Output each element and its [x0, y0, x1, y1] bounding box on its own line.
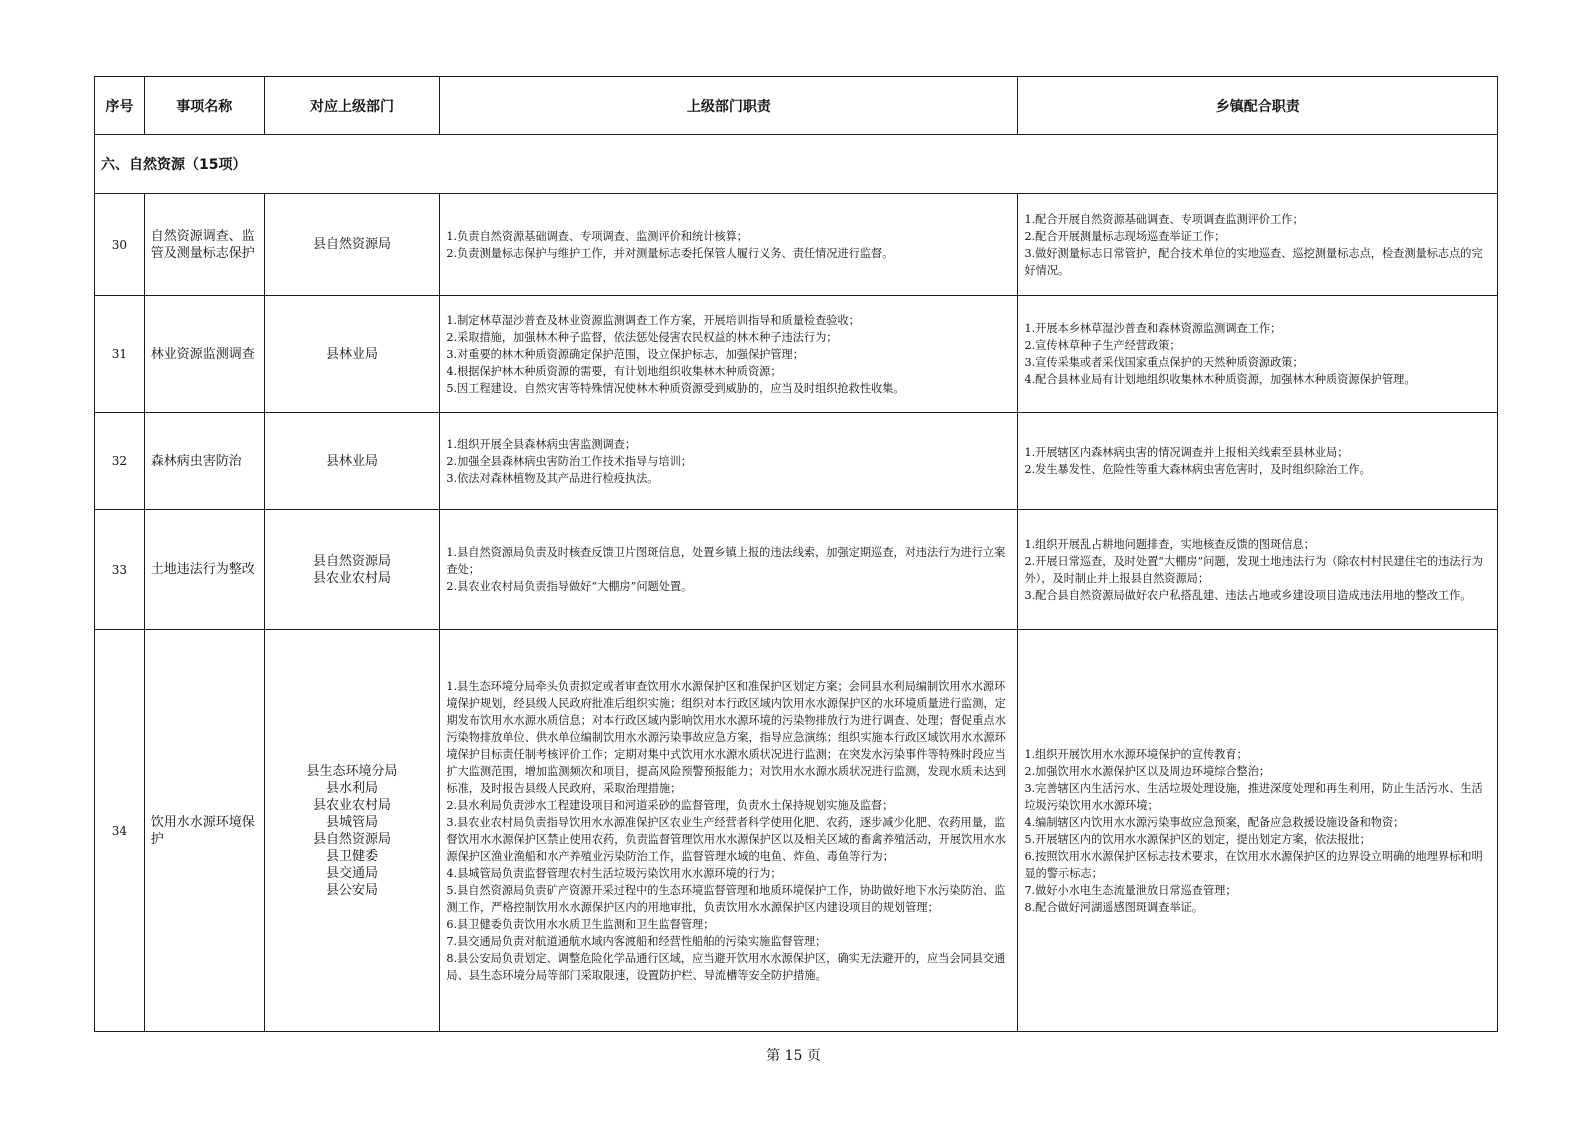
table-row — [95, 194, 1498, 296]
department-name: 县水利局 — [326, 780, 379, 796]
cell-departments — [264, 413, 440, 510]
department-name: 县公安局 — [326, 882, 379, 898]
upper-duty-item: 4.根据保护林木种质资源的需要，有计划地组织收集林木种质资源； — [446, 364, 782, 378]
upper-duty-item: 8.县公安局负责划定、调整危险化学品通行区域，应当避开饮用水水源保护区，确实无法避开的，应当会同县交通局、县生态环境分局等部门采取限速，设置防护栏、导流槽等安全防护措施。 — [446, 951, 1006, 982]
cell-town-duties — [1018, 413, 1498, 510]
upper-duty-item: 4.县城管局负责监督管理农村生活垃圾污染饮用水水源环境的行为； — [446, 866, 782, 880]
town-duty-item: 2.发生暴发性、危险性等重大森林病虫害危害时，及时组织除治工作。 — [1024, 463, 1371, 476]
town-duty-item: 1.开展辖区内森林病虫害的情况调查并上报相关线索至县林业局； — [1024, 446, 1349, 459]
table-header-row — [95, 77, 1498, 135]
upper-duty-item: 1.县生态环境分局牵头负责拟定或者审查饮用水水源保护区和准保护区划定方案；会同县水利局编制饮用水水源环境保护规划，经县级人民政府批准后组织实施；组织对本行政区域内饮用水水源保护区的水环境质量进行监测，定期发布饮用水水源水质信息；对本行政区域内影响饮用水水源环境的污染物排放行为进行调查、处理；督促重点水污染物排放单位、供水单位编制饮用水水源污染事故应急方案，指导应急演练；组织实施本行政区域饮用水水源环境保护目标责任制考核评价工作；定期对集中式饮用水水源水质状况进行监测；在突发水污染事件等特殊时段应当扩大监测范围，增加监测频次和项目，提高风险预警预报能力；对饮用水水源水质状况进行监测，发现水质未达到标准，及时报告县级人民政府，采取治理措施； — [446, 679, 1006, 795]
section-title: 六、自然资源（15项） — [95, 135, 1498, 194]
town-duty-item: 8.配合做好河湖遥感图斑调查举证。 — [1024, 900, 1203, 914]
page-number: 第 15 页 — [766, 1048, 821, 1064]
town-duty-item: 1.组织开展饮用水水源环境保护的宣传教育； — [1024, 747, 1248, 761]
upper-duty-item: 2.县农业农村局负责指导做好“大棚房”问题处置。 — [446, 580, 693, 593]
town-duty-item: 3.完善辖区内生活污水、生活垃圾处理设施，推进深度处理和再生利用，防止生活污水、生活垃圾污染饮用水水源环境； — [1024, 781, 1483, 812]
upper-duty-item: 5.因工程建设、自然灾害等特殊情况使林木种质资源受到威胁的，应当及时组织抢救性收集。 — [446, 381, 905, 395]
department-name: 县林业局 — [326, 453, 379, 469]
section-row — [95, 135, 1498, 194]
cell-town-duties — [1018, 510, 1498, 630]
upper-duty-item: 1.制定林草湿沙普查及林业资源监测调查工作方案，开展培训指导和质量检查验收； — [446, 313, 860, 327]
table-row — [95, 510, 1498, 630]
town-duty-item: 3.配合县自然资源局做好农户私搭乱建、违法占地或乡建设项目造成违法用地的整改工作。 — [1024, 588, 1472, 602]
town-duty-item: 4.配合县林业局有计划地组织收集林木种质资源，加强林木种质资源保护管理。 — [1024, 373, 1416, 386]
cell-upper-duties — [440, 194, 1018, 296]
department-name: 县交通局 — [326, 865, 379, 881]
cell-num: 33 — [95, 510, 145, 630]
department-name: 县林业局 — [326, 346, 379, 362]
cell-departments — [264, 630, 440, 1032]
upper-duty-item: 1.负责自然资源基础调查、专项调查、监测评价和统计核算； — [446, 229, 748, 243]
upper-duty-item: 5.县自然资源局负责矿产资源开采过程中的生态环境监督管理和地质环境保护工作，协助做好地下水污染防治、监测工作，严格控制饮用水水源保护区内的用地审批，负责饮用水水源保护区内建设项目的规划管理； — [446, 883, 1006, 914]
department-name: 县自然资源局 — [313, 237, 392, 252]
town-duty-item: 2.宣传林草种子生产经营政策； — [1024, 339, 1181, 352]
cell-item-name: 林业资源监测调查 — [144, 296, 264, 413]
cell-num: 31 — [95, 296, 145, 413]
upper-duty-item: 2.采取措施，加强林木种子监督，依法惩处侵害农民权益的林木种子违法行为； — [446, 330, 838, 344]
town-duty-item: 5.开展辖区内的饮用水水源保护区的划定，提出划定方案，依法报批； — [1024, 832, 1371, 846]
department-name: 县自然资源局 — [313, 553, 392, 569]
department-name: 县生态环境分局 — [306, 763, 398, 779]
cell-departments — [264, 510, 440, 630]
header-upper-duties: 上级部门职责 — [440, 77, 1018, 135]
header-name: 事项名称 — [144, 77, 264, 135]
town-duty-item: 3.宣传采集或者采伐国家重点保护的天然种质资源政策； — [1024, 356, 1304, 369]
cell-num: 30 — [95, 194, 145, 296]
cell-item-name: 土地违法行为整改 — [144, 510, 264, 630]
cell-item-name: 饮用水水源环境保护 — [144, 630, 264, 1032]
town-duty-item: 1.开展本乡林草湿沙普查和森林资源监测调查工作； — [1024, 322, 1282, 335]
cell-num: 32 — [95, 413, 145, 510]
town-duty-item: 4.编制辖区内饮用水水源污染事故应急预案，配备应急救援设施设备和物资； — [1024, 815, 1405, 829]
town-duty-item: 2.配合开展测量标志现场巡查举证工作； — [1024, 229, 1226, 243]
header-town-duties: 乡镇配合职责 — [1018, 77, 1498, 135]
upper-duty-item: 2.县水利局负责涉水工程建设项目和河道采砂的监督管理，负责水土保持规划实施及监督； — [446, 798, 894, 812]
responsibility-table — [94, 76, 1498, 1032]
upper-duty-item: 2.加强全县森林病虫害防治工作技术指导与培训； — [446, 454, 693, 468]
town-duty-item: 1.组织开展乱占耕地问题排查，实地核查反馈的图斑信息； — [1024, 537, 1315, 551]
department-name: 县卫健委 — [326, 848, 379, 864]
cell-num: 34 — [95, 630, 145, 1032]
cell-town-duties — [1018, 194, 1498, 296]
cell-upper-duties — [440, 510, 1018, 630]
cell-town-duties — [1018, 630, 1498, 1032]
cell-item-name: 森林病虫害防治 — [144, 413, 264, 510]
upper-duty-item: 2.负责测量标志保护与维护工作，并对测量标志委托保管人履行义务、责任情况进行监督。 — [446, 246, 894, 260]
upper-duty-item: 1.县自然资源局负责及时核查反馈卫片图斑信息，处置乡镇上报的违法线索，加强定期巡查，对违法行为进行立案查处； — [446, 546, 1006, 576]
town-duty-item: 7.做好小水电生态流量泄放日常巡查管理； — [1024, 883, 1237, 897]
cell-upper-duties — [440, 413, 1018, 510]
town-duty-item: 2.开展日常巡查，及时处置“大棚房”问题，发现土地违法行为（除农村村民建住宅的违法行为外），及时制止并上报县自然资源局； — [1024, 554, 1483, 585]
cell-town-duties — [1018, 296, 1498, 413]
upper-duty-item: 1.组织开展全县森林病虫害监测调查； — [446, 437, 637, 451]
upper-duty-item: 6.县卫健委负责饮用水水质卫生监测和卫生监督管理； — [446, 917, 715, 931]
table-row — [95, 413, 1498, 510]
town-duty-item: 1.配合开展自然资源基础调查、专项调查监测评价工作； — [1024, 212, 1304, 226]
cell-departments — [264, 194, 440, 296]
upper-duty-item: 7.县交通局负责对航道通航水域内客渡船和经营性船舶的污染实施监督管理； — [446, 934, 827, 948]
cell-upper-duties — [440, 296, 1018, 413]
cell-departments — [264, 296, 440, 413]
department-name: 县农业农村局 — [313, 797, 392, 813]
cell-upper-duties — [440, 630, 1018, 1032]
table-row — [95, 296, 1498, 413]
header-dept: 对应上级部门 — [264, 77, 440, 135]
department-name: 县农业农村局 — [313, 570, 392, 586]
table-body — [95, 135, 1498, 1032]
upper-duty-item: 3.对重要的林木种质资源确定保护范围，设立保护标志，加强保护管理； — [446, 347, 804, 361]
upper-duty-item: 3.依法对森林植物及其产品进行检疫执法。 — [446, 471, 659, 485]
town-duty-item: 3.做好测量标志日常管护，配合技术单位的实地巡查、巡挖测量标志点，检查测量标志点的完好情况。 — [1024, 246, 1483, 277]
header-num: 序号 — [95, 77, 145, 135]
upper-duty-item: 3.县农业农村局负责指导饮用水水源准保护区农业生产经营者科学使用化肥、农药，逐步减少化肥、农药用量，监督饮用水水源保护区禁止使用农药，负责监督管理饮用水水源保护区以及相关区域的畜禽养殖活动，开展饮用水水源保护区渔业渔船和水产养殖业污染防治工作，监督管理水域的电鱼、炸鱼、毒鱼等行为； — [446, 815, 1006, 863]
table-row — [95, 630, 1498, 1032]
department-name: 县城管局 — [326, 814, 379, 830]
town-duty-item: 2.加强饮用水水源保护区以及周边环境综合整治； — [1024, 764, 1271, 778]
cell-item-name: 自然资源调查、监管及测量标志保护 — [144, 194, 264, 296]
town-duty-item: 6.按照饮用水水源保护区标志技术要求，在饮用水水源保护区的边界设立明确的地理界标和明显的警示标志； — [1024, 849, 1483, 880]
department-name: 县自然资源局 — [313, 831, 392, 847]
